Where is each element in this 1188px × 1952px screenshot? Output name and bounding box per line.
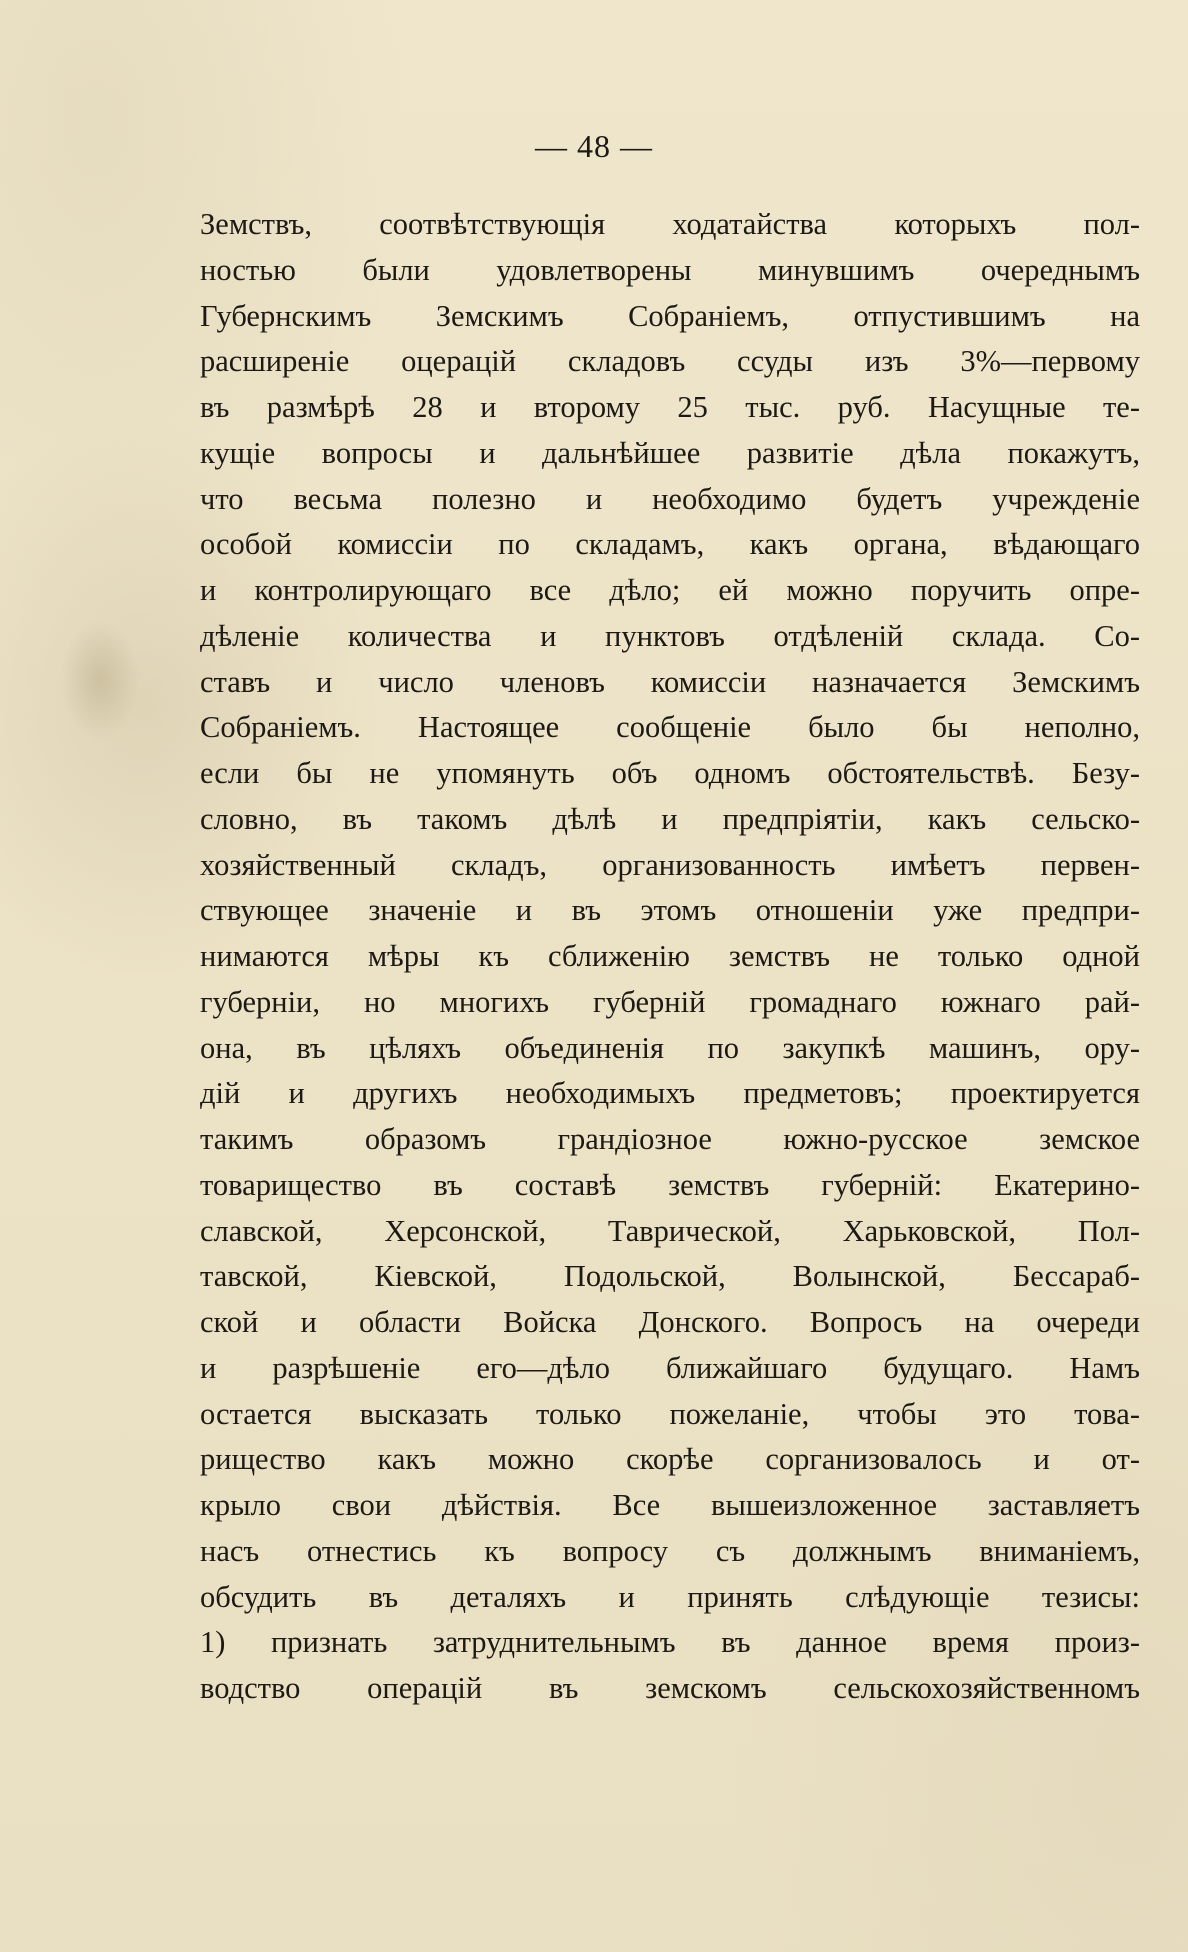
text-line: если бы не упомянуть объ одномъ обстоятельствѣ. Безу- [200,756,1140,790]
text-line: насъ отнестись къ вопросу съ должнымъ вниманіемъ, [200,1533,1140,1568]
text-line: и контролирующаго все дѣло; ей можно поручить опре- [200,573,1140,607]
text-line: что весьма полезно и необходимо будетъ учрежденіе [200,481,1140,516]
page-number: — 48 — [535,128,653,164]
paper-stain [60,620,140,740]
body-text [200,202,1140,1712]
text-line: Собраніемъ. Настоящее сообщеніе было бы неполно, [200,710,1140,745]
text-line: кущіе вопросы и дальнѣйшее развитіе дѣла покажутъ, [200,435,1140,470]
text-line: она, въ цѣляхъ объединенія по закупкѣ машинъ, ору- [200,1030,1140,1065]
text-line: крыло свои дѣйствія. Все вышеизложенное заставляетъ [200,1488,1140,1522]
text-line: такимъ образомъ грандіозное южно-русское земское [200,1122,1140,1156]
text-line: дѣленіе количества и пунктовъ отдѣленій склада. Со- [200,618,1140,653]
text-line: товарищество въ составѣ земствъ губерній: Екатерино- [200,1167,1140,1202]
text-line: ставъ и число членовъ комиссіи назначается Земскимъ [200,664,1140,699]
text-line: славской, Херсонской, Таврической, Харьковской, Пол- [200,1213,1140,1248]
text-line: остается высказать только пожеланіе, чтобы это това- [200,1396,1140,1431]
text-line: тавской, Кіевской, Подольской, Волынской, Бессараб- [200,1259,1140,1294]
text-line: Земствъ, соотвѣтствующія ходатайства которыхъ пол- [200,207,1140,241]
text-line: 1) признать затруднительнымъ въ данное время произ- [200,1625,1140,1660]
text-line: словно, въ такомъ дѣлѣ и предпріятіи, какъ сельско- [200,801,1140,836]
text-line: нимаются мѣры къ сближенію земствъ не только одной [200,939,1140,973]
text-line: обсудить въ деталяхъ и принять слѣдующіе тезисы: [200,1579,1140,1614]
text-line: дій и другихъ необходимыхъ предметовъ; проектируется [200,1076,1140,1111]
text-line: Губернскимъ Земскимъ Собраніемъ, отпустившимъ на [200,298,1140,333]
text-line: въ размѣрѣ 28 и второму 25 тыс. руб. Насущные те- [200,390,1140,424]
text-line: ностью были удовлетворены минувшимъ очереднымъ [200,252,1140,287]
text-line: расширеніе оцерацій складовъ ссуды изъ 3%—первому [200,344,1140,379]
text-line: губерніи, но многихъ губерній громаднаго южнаго рай- [200,984,1140,1019]
text-line: ской и области Войска Донского. Вопросъ на очереди [200,1305,1140,1339]
text-line: водство операцій въ земскомъ сельскохозяйственномъ [200,1671,1140,1705]
text-line: ствующее значеніе и въ этомъ отношеніи уже предпри- [200,893,1140,928]
text-line: рищество какъ можно скорѣе сорганизовалось и от- [200,1442,1140,1477]
text-line: и разрѣшеніе его—дѣло ближайшаго будущаго. Намъ [200,1350,1140,1385]
text-line: хозяйственный складъ, организованность имѣетъ первен- [200,847,1140,882]
text-line: особой комиссіи по складамъ, какъ органа, вѣдающаго [200,527,1140,562]
